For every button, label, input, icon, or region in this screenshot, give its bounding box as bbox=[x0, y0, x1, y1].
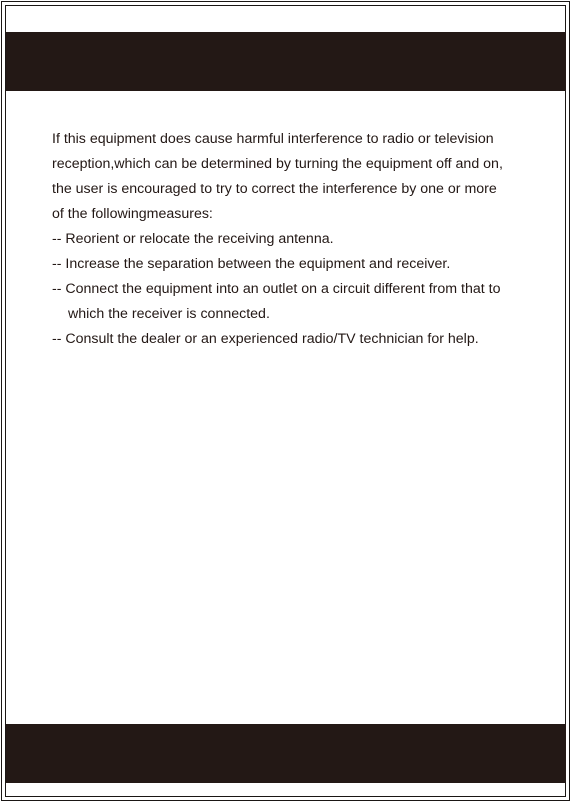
measure-item: -- Consult the dealer or an experienced radio/TV technician for help. bbox=[52, 331, 479, 347]
fcc-interference-notice bbox=[52, 127, 532, 352]
notice-line: of the followingmeasures: bbox=[52, 206, 213, 222]
header-band bbox=[6, 32, 566, 91]
measure-item: -- Connect the equipment into an outlet on a circuit different from that to bbox=[52, 281, 501, 297]
measure-item: -- Reorient or relocate the receiving antenna. bbox=[52, 231, 334, 247]
measure-item: -- Increase the separation between the equipment and receiver. bbox=[52, 256, 451, 272]
notice-line: the user is encouraged to try to correct the interference by one or more bbox=[52, 181, 497, 197]
notice-line: reception,which can be determined by turning the equipment off and on, bbox=[52, 156, 503, 172]
footer-band bbox=[6, 724, 566, 783]
page-inner-border bbox=[5, 5, 566, 797]
measure-item-continuation: which the receiver is connected. bbox=[68, 306, 270, 322]
notice-line: If this equipment does cause harmful interference to radio or television bbox=[52, 131, 494, 147]
